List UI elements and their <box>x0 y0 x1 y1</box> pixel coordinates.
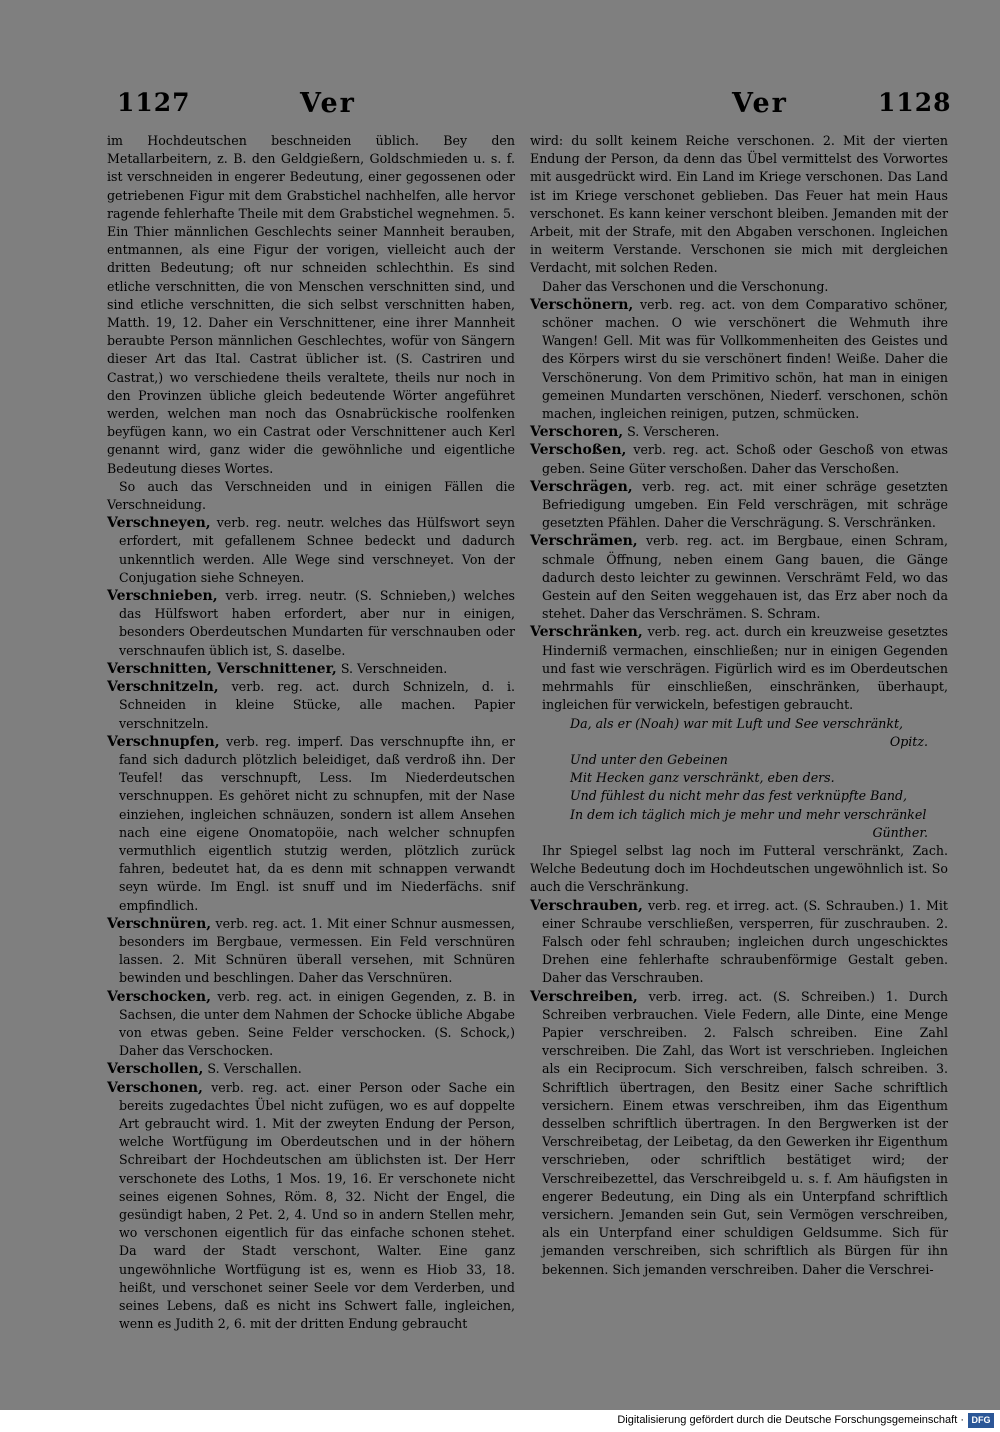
entry-definition: verb. reg. act. einer Person oder Sache ein bereits zugedachtes Übel nicht zufügen, wo es auf doppelte Art gebraucht wird. 1. Mit der zweyten Endung der Person, welche Wortfügung im Oberdeutschen und in der höhern Schreibart der Hochdeutschen am üblichsten ist. Der Herr verschonete des Loths, 1 Mos. 19, 16. Er verschonete nicht seines eigenen Sohnes, Röm. 8, 32. Nicht der Engel, die gesündigt haben, 2 Pet. 2, 4. Und so in andern Stellen mehr, wo verschonen eigentlich für das einfache schonen stehet. Da ward der Stadt verschont, Walter. Eine ganz ungewöhnliche Wortfügung ist es, wenn es Hiob 33, 18. heißt, und verschonet seiner Seele vor dem Verderben, und seines Lebens, daß es nicht ins Schwert falle, ingleichen, wenn es Judith 2, 6. mit der dritten Endung gebraucht <box>119 1079 515 1332</box>
entry-definition: verb. reg. act. im Bergbaue, einen Schram, schmale Öffnung, neben einem Gang bauen, die Gänge dadurch desto leichter zu gewinnen. Verschrämt Feld, wo das Gestein auf den Seiten weggehauen ist, das Erz aber noch da stehet. Daher das Verschrämen. S. Schram. <box>542 533 948 622</box>
dictionary-entry <box>107 988 515 1061</box>
dictionary-entry <box>107 678 515 733</box>
dictionary-entry <box>107 733 515 915</box>
entry-definition: S. Verscheren. <box>623 424 720 440</box>
left-running-head: Ver <box>300 88 356 119</box>
verse-attribution: Opitz. <box>889 733 928 749</box>
entry-headword: Verschollen, <box>107 1061 204 1078</box>
left-page-number: 1127 <box>117 88 191 117</box>
dictionary-entry <box>107 1060 515 1078</box>
right-column <box>530 132 948 1279</box>
entry-headword: Verschreiben, <box>530 988 638 1005</box>
funding-notice: Digitalisierung gefördert durch die Deutsche Forschungsgemeinschaft · <box>617 1414 964 1426</box>
dictionary-entry <box>530 478 948 533</box>
entry-headword: Verschrämen, <box>530 533 638 550</box>
dictionary-entry <box>530 441 948 477</box>
dictionary-entry <box>530 423 948 441</box>
footer-bar <box>0 1410 1000 1432</box>
entry-headword: Verschneyen, <box>107 515 211 532</box>
verse-attribution: Günther. <box>872 824 928 840</box>
dictionary-entry <box>107 660 515 678</box>
continued-text: im Hochdeutschen beschneiden üblich. Bey den Metallarbeitern, z. B. den Geldgießern, Goldschmieden u. s. f. ist verschneiden in engerer Bedeutung, einer gegossenen oder getriebenen Figur mit dem Grabstichel nachhelfen, alle hervor ragende fehlerhafte Theile mit dem Grabstichel wegnehmen. 5. Ein Thier männlichen Geschlechts seiner Mannheit berauben, entmannen, als eine Figur der vorigen, vielleicht auch der dritten Bedeutung; oft nur schneiden schlechthin. Es sind etliche verschnitten, die von Menschen verschnitten sind, und sind etliche verschnitten, die sich selbst verschnitten haben, Matth. 19, 12. Daher ein Verschnittener, eine ihrer Mannheit beraubte Person männlichen Geschlechtes, wofür von Sängern dieser Art das Ital. Castrat üblicher ist. (S. Castriren und Castrat,) wo verschiedene theils veraltete, theils nur noch in den Provinzen übliche gleich bedeutende Wörter angeführet werden, welchen man noch das Osnabrückische roolfenken beyfügen kann, wo ein Castrat oder Verschnittener auch Kerl genannt wird, ganz wider die gewöhnliche und eigentliche Bedeutung dieses Wortes. <box>107 133 515 476</box>
dictionary-entry <box>530 296 948 423</box>
entry-definition: verb. reg. act. 1. Mit einer Schnur ausmessen, besonders im Bergbaue, vermessen. Ein Feld verschnüren lassen. 2. Mit Schnüren überall versehen, mit Schnüren bewinden und beschlingen. Daher das Verschnüren. <box>119 915 515 986</box>
entry-headword: Verschrägen, <box>530 478 633 495</box>
entry-headword: Verschränken, <box>530 624 643 641</box>
dictionary-entry <box>107 514 515 587</box>
entry-headword: Verschonen, <box>107 1079 203 1096</box>
entry-definition: verb. reg. imperf. Das verschnupfte ihn, er fand sich dadurch plötzlich beleidiget, daß verdroß ihn. Der Teufel! das verschnupft, Less. Im Niederdeutschen verschnuppen. Es gehöret nicht zu schnupfen, mit der Nase einziehen, ingleichen schnäuzen, sondern ist allem Ansehen nach eine eigene Onomatopöie, nach welcher schnupfen vermuthlich eigentlich stutzig werden, plötzlich zurück fahren, bedeutet hat, da es denn mit schnappen verwandt seyn würde. Im Engl. ist snuff und im Niederfächs. snif empfindlich. <box>119 733 515 913</box>
quoted-verse: Und unter den Gebeinen <box>570 751 728 767</box>
dictionary-entry <box>530 623 948 714</box>
entry-headword: Verschoßen, <box>530 442 627 459</box>
continued-text: wird: du sollt keinem Reiche verschonen. 2. Mit der vierten Endung der Person, da denn das Übel vermittelst des Vorwortes mit ausgedrückt wird. Ein Land im Kriege verschonen. Das Land ist im Kriege verschonet geblieben. Das Feuer hat mein Haus verschonet. Es kann keiner verschont bleiben. Jemanden mit der Arbeit, mit der Strafe, mit den Abgaben verschonen. Ingleichen in weiterm Verstande. Verschonen sie mich mit dergleichen Verdacht, mit solchen Reden. <box>530 133 948 276</box>
entry-definition: verb. reg. act. durch Schnizeln, d. i. Schneiden in kleine Stücke, alle machen. Papier verschnitzeln. <box>119 679 515 731</box>
entry-headword: Verschnupfen, <box>107 733 220 750</box>
entry-definition: verb. reg. act. in einigen Gegenden, z. B. in Sachsen, die unter dem Nahmen der Schocke übliche Abgabe von etwas geben. Seine Felder verschocken. (S. Schock,) Daher das Verschocken. <box>119 988 515 1059</box>
dictionary-entry <box>530 988 948 1279</box>
quoted-verse: Und fühlest du nicht mehr das fest verknüpfte Band, <box>570 788 908 804</box>
dictionary-entry <box>530 532 948 623</box>
derivative-note: So auch das Verschneiden und in einigen Fällen die Verschneidung. <box>107 478 515 513</box>
right-running-head: Ver <box>732 88 788 119</box>
entry-definition: S. Verschneiden. <box>336 660 448 676</box>
quoted-verse: Da, als er (Noah) war mit Luft und See verschränkt, <box>570 715 904 731</box>
page-header <box>0 88 1000 128</box>
entry-headword: Verschocken, <box>107 988 211 1005</box>
right-page-number: 1128 <box>878 88 952 117</box>
quoted-verse: Mit Hecken ganz verschränkt, eben ders. <box>570 770 835 786</box>
entry-headword: Verschnüren, <box>107 915 212 932</box>
entry-definition: verb. reg. act. durch ein kreuzweise gesetztes Hinderniß vermachen, einschließen; nur in einigen Gegenden und fast wie verschrägen. Figürlich wird es im Oberdeutschen mehrmahls für einschließen, einschränken, überhaupt, ingleichen für verwickeln, befestigen gebraucht. <box>542 624 948 713</box>
entry-definition: verb. reg. act. mit einer schräge gesetzten Befriedigung umgeben. Ein Feld verschrägen, mit schräge gesetzten Pfählen. Daher die Verschrägung. S. Verschränken. <box>542 478 948 531</box>
dfg-logo: DFG <box>968 1413 994 1428</box>
entry-headword: Verschnieben, <box>107 588 218 605</box>
entry-definition: S. Verschallen. <box>203 1061 302 1077</box>
entry-definition: verb. reg. neutr. welches das Hülfswort seyn erfordert, mit gefallenem Schnee bedeckt und dadurch unkenntlich werden. Alle Wege sind verschneyet. Von der Conjugation siehe Schneyen. <box>119 515 515 585</box>
entry-headword: Verschoren, <box>530 424 624 441</box>
entry-definition: verb. irreg. act. (S. Schreiben.) 1. Durch Schreiben verbrauchen. Viele Federn, alle Dinte, eine Menge Papier verschreiben. 2. Falsch schreiben. Eine Zahl verschreiben. Die Zahl, das Wort ist verschrieben. Ingleichen als ein Reciprocum. Sich verschreiben, falsch schreiben. 3. Schriftlich übertragen, den Besitz einer Sache schriftlich versichern. Einem etwas verschreiben, ihm das Eigenthum desselben schriftlich übertragen. In den Bergwerken ist der Verschreibetag, der Leibetag, da den Gewerken ihr Eigenthum verschrieben, oder schriftlich bestätiget wird; der Verschreibezettel, das Verschreibgeld u. s. f. Am häufigsten in engerer Bedeutung, ein Ding als ein Unterpfand schriftlich versichern. Jemanden sein Gut, sein Vermögen verschreiben, als ein Unterpfand einer schuldigen Geldsumme. Sich für jemanden verschreiben, sich schriftlich als Bürgen für ihn bekennen. Sich jemanden verschreiben. Daher die Verschrei- <box>542 988 948 1277</box>
derivative-note: Daher das Verschonen und die Verschonung. <box>542 278 829 294</box>
dictionary-entry <box>107 587 515 660</box>
left-column <box>107 132 515 1333</box>
dictionary-entry <box>530 897 948 988</box>
entry-definition: verb. reg. et irreg. act. (S. Schrauben.) 1. Mit einer Schraube verschließen, versperren, für zuschrauben. 2. Falsch oder fehl schrauben; ingleichen durch ungeschicktes Drehen eine fehlerhafte schraubenförmige Gestalt geben. Daher das Verschrauben. <box>542 897 948 986</box>
entry-headword: Verschnitten, Verschnittener, <box>107 660 337 677</box>
entry-definition: verb. reg. act. von dem Comparativo schöner, schöner machen. O wie verschönert die Wehmuth ihre Wangen! Gell. Mit was für Vollkommenheiten des Geistes und des Körpers wirst du sie verschönert finden! Weiße. Daher die Verschönerung. Von dem Primitivo schön, hat man in einigen gemeinen Mundarten verschönen, Niederf. verschonen, schön machen, ingleichen reinigen, putzen, schmücken. <box>542 296 948 422</box>
entry-definition: verb. irreg. neutr. (S. Schnieben,) welches das Hülfswort haben erfordert, aber nur in einigen, besonders Oberdeutschen Mundarten für verschnauben oder verschnaufen üblich ist, S. daselbe. <box>119 588 515 658</box>
derivative-note: Ihr Spiegel selbst lag noch im Futteral verschränkt, Zach. Welche Bedeutung doch im Hochdeutschen ungewöhnlich ist. So auch die Verschränkung. <box>530 842 948 895</box>
quoted-verse: In dem ich täglich mich je mehr und mehr verschränkel <box>570 806 927 822</box>
entry-headword: Verschrauben, <box>530 897 643 914</box>
dictionary-entry <box>107 915 515 988</box>
entry-headword: Verschnitzeln, <box>107 679 219 696</box>
entry-definition: verb. reg. act. Schoß oder Geschoß von etwas geben. Seine Güter verschoßen. Daher das Verschoßen. <box>542 442 948 476</box>
entry-headword: Verschönern, <box>530 296 634 313</box>
dictionary-entry <box>107 1079 515 1334</box>
